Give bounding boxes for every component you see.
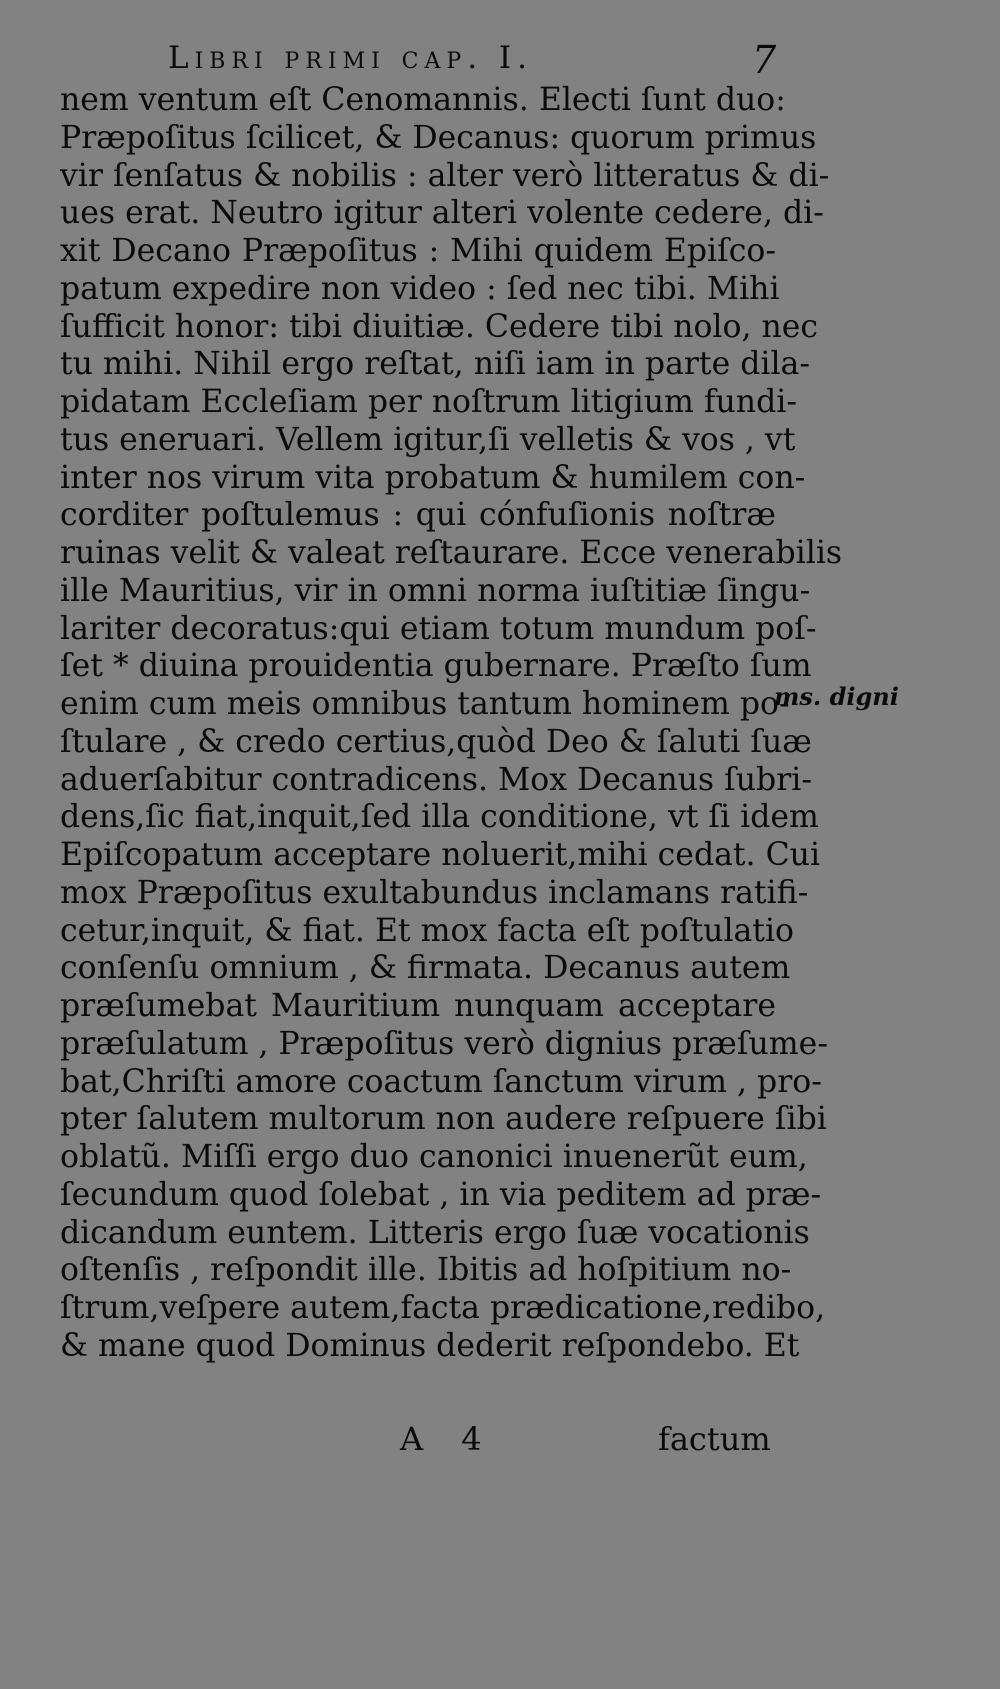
text-line: cetur,inquit, & fiat. Et mox facta eſt poſtulatio: [60, 912, 795, 949]
text-line: ille Mauritius, vir in omni norma iuſtitiæ ſingu-: [60, 572, 811, 609]
text-line: dens,ſic fiat,inquit,ſed illa conditione, vt ſi idem: [60, 799, 819, 836]
text-line: præſumebat Mauritium nunquam acceptare: [60, 988, 776, 1024]
text-line: xit Decano Præpoſitus : Mihi quidem Epiſco-: [60, 233, 776, 269]
text-line: enim cum meis omnibus tantum hominem po-: [60, 686, 790, 722]
catchword: factum: [658, 1420, 771, 1458]
text-line: mox Præpoſitus exultabundus inclamans ratifi-: [60, 874, 809, 911]
text-line: ſufficit honor: tibi diuitiæ. Cedere tibi nolo, nec: [60, 308, 819, 345]
text-line: pter ſalutem multorum non audere reſpuere ſibi: [60, 1101, 827, 1138]
text-line: Præpoſitus ſcilicet, & Decanus: quorum primus: [60, 119, 817, 156]
text-line: oblatũ. Miſſi ergo duo canonici inuenerũt eum,: [60, 1139, 808, 1175]
text-line: ſecundum quod ſolebat , in via peditem ad præ-: [60, 1176, 822, 1213]
page-number: 7: [752, 38, 777, 82]
text-line: inter nos virum vita probatum & humilem con-: [60, 459, 806, 496]
text-line: ſet * diuina prouidentia gubernare. Præſto ſum: [60, 648, 812, 685]
text-line: tus eneruari. Vellem igitur,ſi velletis & vos , vt: [60, 421, 796, 458]
text-line: bat,Chriſti amore coactum ſanctum virum , pro-: [60, 1063, 822, 1100]
text-line: ſtulare , & credo certius,quòd Deo & ſaluti ſuæ: [60, 723, 812, 760]
text-line: Epiſcopatum acceptare noluerit,mihi cedat. Cui: [60, 837, 821, 873]
text-line: nem ventum eſt Cenomannis. Electi ſunt duo:: [60, 82, 786, 118]
signature-mark: A 4: [400, 1420, 496, 1458]
text-line: dicandum euntem. Litteris ergo ſuæ vocationis: [60, 1214, 810, 1251]
text-line: ues erat. Neutro igitur alteri volente cedere, di-: [60, 195, 824, 232]
text-line: præſulatum , Præpoſitus verò dignius præſume-: [60, 1025, 828, 1062]
margin-note: ms. digni: [774, 682, 899, 711]
running-head: Libri primi cap. I.: [168, 40, 534, 76]
text-line: lariter decoratus:qui etiam totum mundum poſ-: [60, 610, 817, 647]
text-line: ruinas velit & valeat reſtaurare. Ecce venerabilis: [60, 535, 843, 571]
text-line: tu mihi. Nihil ergo reſtat, niſi iam in parte dila-: [60, 346, 810, 383]
text-line: oſtenſis , reſpondit ille. Ibitis ad hoſpitium no-: [60, 1252, 792, 1289]
text-line: conſenſu omnium , & firmata. Decanus autem: [60, 950, 791, 987]
text-line: patum expedire non video : ſed nec tibi. Mihi: [60, 270, 780, 307]
text-line: vir ſenſatus & nobilis : alter verò litteratus & di-: [60, 157, 830, 194]
text-line: & mane quod Dominus dederit reſpondebo. Et: [60, 1327, 800, 1364]
text-line: aduerſabitur contradicens. Mox Decanus ſubri-: [60, 761, 812, 798]
text-line: ſtrum,veſpere autem,facta prædicatione,redibo,: [60, 1290, 826, 1326]
text-line: pidatam Eccleſiam per noſtrum litigium fundi-: [60, 384, 797, 420]
text-line: corditer poſtulemus : qui cónfuſionis noſtræ: [60, 497, 776, 534]
